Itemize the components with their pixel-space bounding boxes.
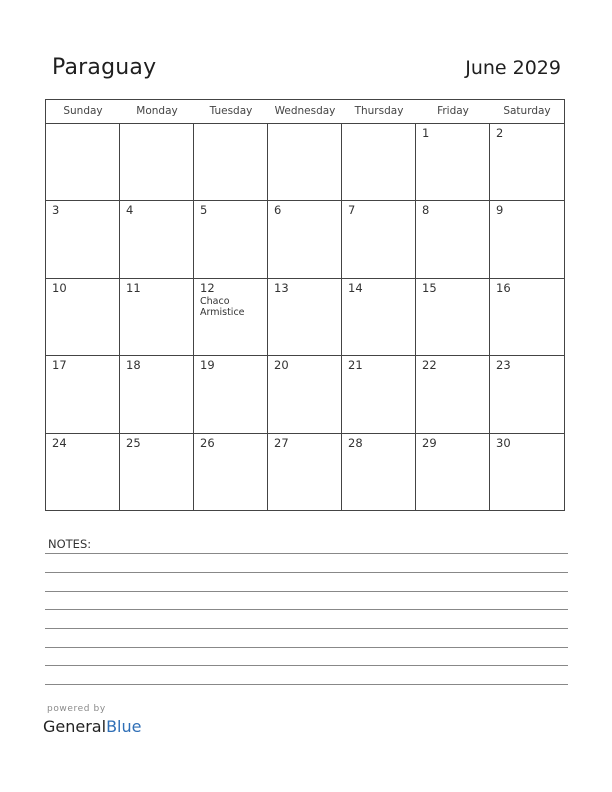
day-cell[interactable]: [268, 356, 342, 433]
day-cell[interactable]: [194, 356, 268, 433]
day-number: 14: [348, 280, 363, 295]
day-cell[interactable]: [490, 201, 564, 278]
weekday-header-row: [46, 100, 564, 124]
powered-by-text: powered by: [47, 704, 106, 714]
day-cell[interactable]: [490, 356, 564, 433]
day-number: 27: [274, 435, 289, 450]
day-number: 18: [126, 358, 141, 373]
day-cell[interactable]: [120, 124, 194, 201]
day-number: 13: [274, 280, 289, 295]
day-number: 4: [126, 203, 134, 218]
day-cell[interactable]: [46, 434, 120, 511]
country-title: Paraguay: [52, 55, 157, 80]
notes-line: [45, 647, 568, 648]
weekday-thursday: Thursday: [354, 105, 404, 117]
weekday-saturday: Saturday: [503, 105, 551, 117]
day-number: 21: [348, 358, 363, 373]
notes-line: [45, 628, 568, 629]
notes-label: NOTES:: [48, 537, 92, 551]
day-cell[interactable]: [490, 279, 564, 356]
weekday-wednesday: Wednesday: [274, 105, 336, 117]
month-title: June 2029: [465, 57, 561, 79]
day-number: 24: [52, 435, 67, 450]
day-cell[interactable]: [342, 124, 416, 201]
day-number: 16: [496, 280, 511, 295]
day-cell[interactable]: [268, 124, 342, 201]
notes-line: [45, 665, 568, 666]
notes-line: [45, 609, 568, 610]
day-cell[interactable]: [120, 201, 194, 278]
weekday-friday: Friday: [437, 105, 469, 117]
day-cell[interactable]: [46, 124, 120, 201]
day-cells: [46, 124, 564, 511]
day-number: 17: [52, 358, 67, 373]
day-number: 20: [274, 358, 289, 373]
holiday-label: Chaco Armistice: [200, 295, 245, 318]
day-cell[interactable]: [342, 356, 416, 433]
day-cell[interactable]: [46, 356, 120, 433]
day-number: 10: [52, 280, 67, 295]
brand-logo[interactable]: [43, 717, 141, 736]
weekday-sunday: Sunday: [63, 105, 103, 117]
day-cell[interactable]: [342, 201, 416, 278]
day-cell[interactable]: [194, 124, 268, 201]
day-cell[interactable]: [120, 434, 194, 511]
day-cell[interactable]: [268, 201, 342, 278]
day-cell[interactable]: [416, 356, 490, 433]
day-number: 28: [348, 435, 363, 450]
day-cell[interactable]: [194, 279, 268, 356]
day-number: 15: [422, 280, 437, 295]
notes-line: [45, 553, 568, 554]
day-number: 2: [496, 126, 504, 140]
notes-line: [45, 684, 568, 685]
day-number: 30: [496, 435, 511, 450]
day-number: 3: [52, 203, 60, 218]
brand-name-part1: General: [43, 717, 107, 736]
day-number: 11: [126, 280, 141, 295]
day-number: 6: [274, 203, 282, 218]
day-number: 5: [200, 203, 208, 218]
day-cell[interactable]: [46, 279, 120, 356]
day-number: 26: [200, 435, 215, 450]
day-number: 23: [496, 358, 511, 373]
day-cell[interactable]: [416, 201, 490, 278]
day-cell[interactable]: [194, 201, 268, 278]
day-number: 22: [422, 358, 437, 373]
notes-line: [45, 572, 568, 573]
day-cell[interactable]: [120, 356, 194, 433]
weekday-monday: Monday: [136, 105, 178, 117]
day-number: 25: [126, 435, 141, 450]
calendar-grid: [45, 99, 565, 511]
day-cell[interactable]: [268, 279, 342, 356]
day-number: 8: [422, 203, 430, 218]
day-number: 7: [348, 203, 356, 218]
day-cell[interactable]: [416, 434, 490, 511]
day-cell[interactable]: [490, 434, 564, 511]
notes-line: [45, 591, 568, 592]
day-number: 9: [496, 203, 504, 218]
day-number: 19: [200, 358, 215, 373]
day-cell[interactable]: [194, 434, 268, 511]
day-number: 29: [422, 435, 437, 450]
day-number: 12: [200, 280, 215, 295]
day-cell[interactable]: [416, 279, 490, 356]
day-cell[interactable]: [342, 434, 416, 511]
day-cell[interactable]: [120, 279, 194, 356]
day-cell[interactable]: [416, 124, 490, 201]
day-cell[interactable]: [342, 279, 416, 356]
brand-name-part2: Blue: [106, 717, 142, 736]
day-cell[interactable]: [268, 434, 342, 511]
day-cell[interactable]: [490, 124, 564, 201]
day-number: 1: [422, 126, 430, 140]
weekday-tuesday: Tuesday: [209, 105, 253, 117]
day-cell[interactable]: [46, 201, 120, 278]
